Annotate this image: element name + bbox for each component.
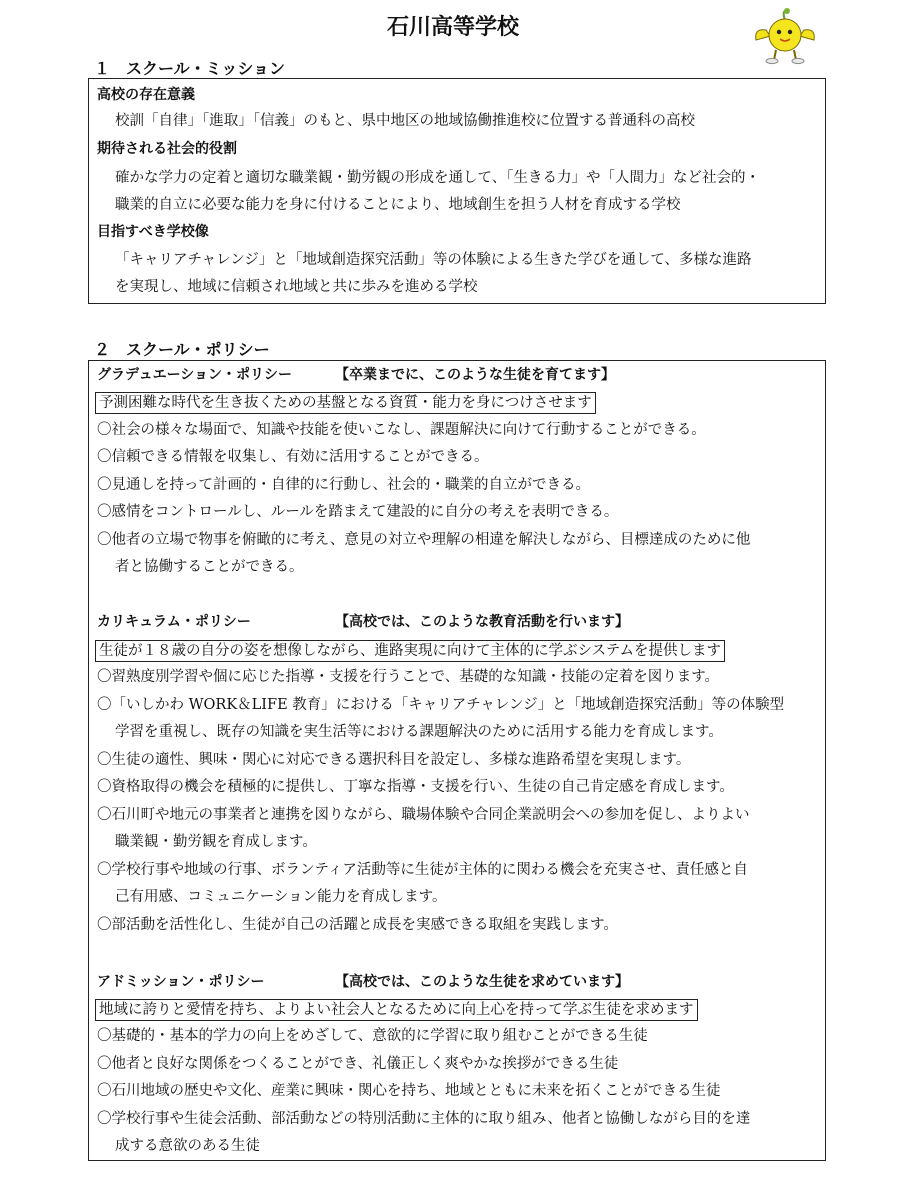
- curriculum-label: カリキュラム・ポリシー: [97, 614, 251, 630]
- mission-text: 「キャリアチャレンジ」と「地域創造探究活動」等の体験による生きた学びを通して、多様な進路: [115, 252, 752, 268]
- graduation-tagline: 【卒業までに、このような生徒を育てます】: [335, 367, 615, 383]
- curriculum-item: 〇習熟度別学習や個に応じた指導・支援を行うことで、基礎的な知識・技能の定着を図ります。: [97, 669, 720, 685]
- mission-label: 目指すべき学校像: [97, 224, 209, 240]
- graduation-label: グラデュエーション・ポリシー: [97, 367, 293, 383]
- mission-heading: １ スクール・ミッション: [94, 59, 286, 78]
- graduation-item: 〇社会の様々な場面で、知識や技能を使いこなし、課題解決に向けて行動することができる。: [97, 422, 706, 438]
- graduation-summary: 予測困難な時代を生き抜くための基盤となる資質・能力を身につけさせます: [95, 392, 596, 414]
- page-title: 石川高等学校: [386, 15, 519, 40]
- curriculum-item: 〇資格取得の機会を積極的に提供し、丁寧な指導・支援を行い、生徒の自己肯定感を育成します。: [97, 779, 734, 795]
- graduation-item: 者と協働することができる。: [115, 559, 304, 575]
- curriculum-item: 〇部活動を活性化し、生徒が自己の活躍と成長を実感できる取組を実践します。: [97, 917, 618, 933]
- curriculum-item: 〇生徒の適性、興味・関心に対応できる選択科目を設定し、多様な進路希望を実現します。: [97, 752, 691, 768]
- mascot-icon: [752, 8, 818, 66]
- mission-label: 期待される社会的役割: [97, 141, 237, 157]
- mission-text: 校訓「自律」「進取」「信義」のもと、県中地区の地域協働推進校に位置する普通科の高校: [115, 113, 695, 129]
- mission-label: 高校の存在意義: [97, 87, 195, 103]
- graduation-item: 〇感情をコントロールし、ルールを踏まえて建設的に自分の考えを表明できる。: [97, 504, 619, 520]
- admission-item: 〇学校行事や生徒会活動、部活動などの特別活動に主体的に取り組み、他者と協働しながら目的を達: [97, 1111, 751, 1127]
- curriculum-summary: 生徒が１８歳の自分の姿を想像しながら、進路実現に向けて主体的に学ぶシステムを提供します: [95, 640, 725, 662]
- admission-item: 〇基礎的・基本的学力の向上をめざして、意欲的に学習に取り組むことができる生徒: [97, 1028, 648, 1044]
- graduation-item: 〇他者の立場で物事を俯瞰的に考え、意見の対立や理解の相違を解決しながら、目標達成のために他: [97, 532, 751, 548]
- curriculum-item: 職業観・勤労観を育成します。: [115, 834, 317, 850]
- graduation-item: 〇見通しを持って計画的・自律的に行動し、社会的・職業的自立ができる。: [97, 477, 590, 493]
- admission-item: 成する意欲のある生徒: [115, 1138, 260, 1154]
- admission-label: アドミッション・ポリシー: [97, 974, 265, 990]
- admission-item: 〇他者と良好な関係をつくることができ、礼儀正しく爽やかな挨拶ができる生徒: [97, 1056, 619, 1072]
- curriculum-tagline: 【高校では、このような教育活動を行います】: [335, 614, 629, 630]
- admission-tagline: 【高校では、このような生徒を求めています】: [335, 974, 629, 990]
- curriculum-item: 〇石川町や地元の事業者と連携を図りながら、職場体験や合同企業説明会への参加を促し、よりよい: [97, 807, 750, 823]
- mission-box: [88, 78, 826, 304]
- curriculum-item: 〇「いしかわ WORK＆LIFE 教育」における「キャリアチャレンジ」と「地域創造探究活動」等の体験型: [97, 697, 785, 713]
- curriculum-item: 己有用感、コミュニケーション能力を育成します。: [115, 889, 447, 905]
- admission-item: 〇石川地域の歴史や文化、産業に興味・関心を持ち、地域とともに未来を拓くことができる生徒: [97, 1083, 721, 1099]
- graduation-item: 〇信頼できる情報を収集し、有効に活用することができる。: [97, 449, 489, 465]
- mission-text: 職業的自立に必要な能力を身に付けることにより、地域創生を担う人材を育成する学校: [115, 197, 681, 213]
- policy-box: [88, 360, 826, 1161]
- admission-summary: 地域に誇りと愛情を持ち、よりよい社会人となるために向上心を持って学ぶ生徒を求めます: [95, 999, 698, 1021]
- curriculum-item: 学習を重視し、既存の知識を実生活等における課題解決のために活用する能力を育成します。: [115, 724, 723, 740]
- policy-heading: ２ スクール・ポリシー: [94, 340, 270, 359]
- mission-text: を実現し、地域に信頼され地域と共に歩みを進める学校: [115, 279, 478, 295]
- mission-text: 確かな学力の定着と適切な職業観・勤労観の形成を通して、「生きる力」や「人間力」など社会的・: [115, 170, 760, 186]
- curriculum-item: 〇学校行事や地域の行事、ボランティア活動等に生徒が主体的に関わる機会を充実させ、責任感と自: [97, 862, 748, 878]
